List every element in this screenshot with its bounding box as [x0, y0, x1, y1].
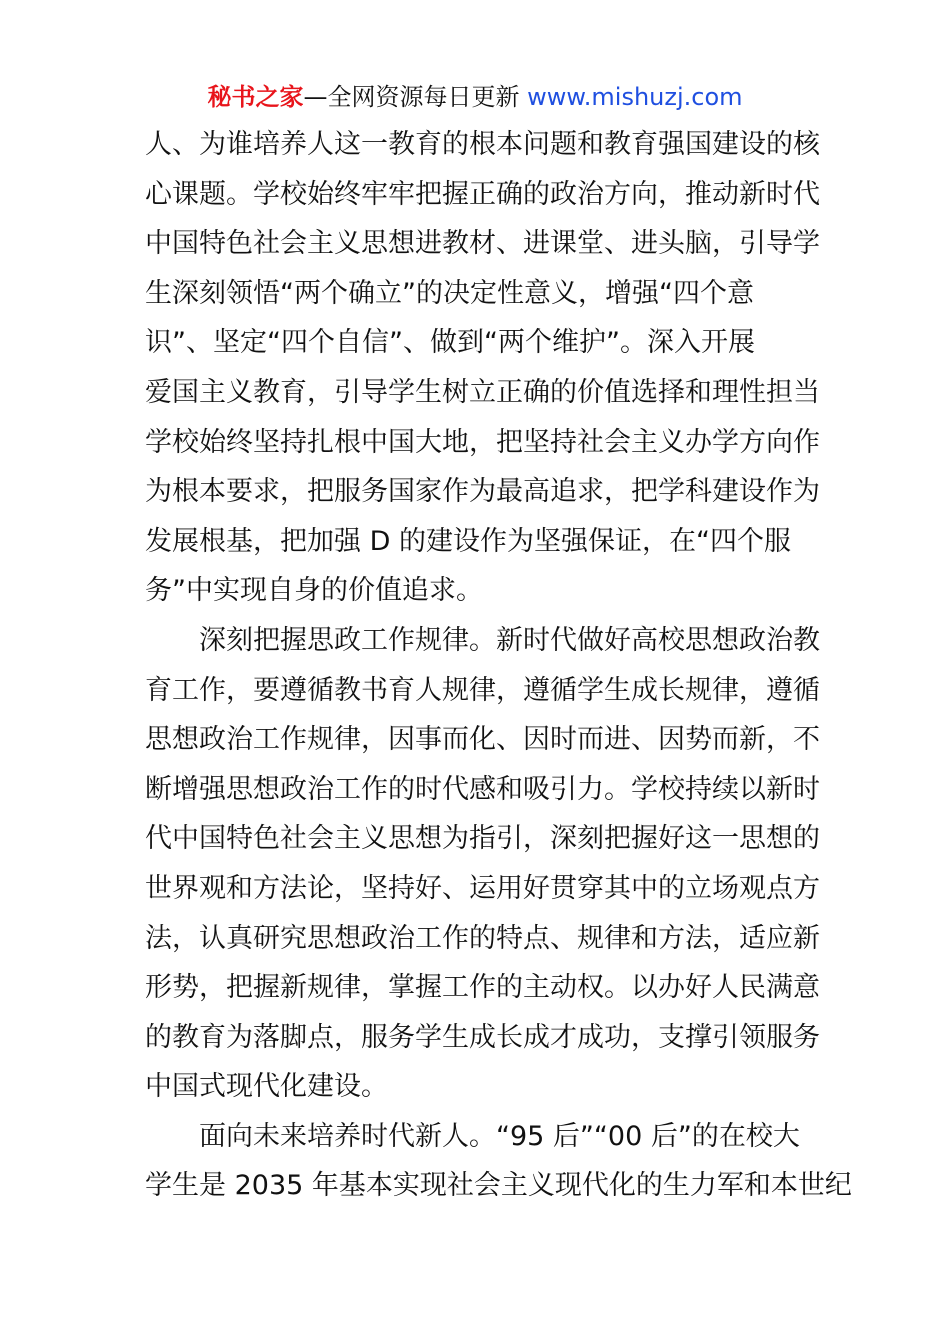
- document-body: [145, 120, 852, 1211]
- text-line: 为根本要求，把服务国家作为最高追求，把学科建设作为: [145, 476, 820, 508]
- text-line: 学生是 2035 年基本实现社会主义现代化的生力军和本世纪: [145, 1170, 852, 1202]
- text-line: 中国特色社会主义思想进教材、进课堂、进头脑，引导学: [145, 228, 820, 260]
- paragraph-heading-line: 深刻把握思政工作规律。新时代做好高校思想政治教: [199, 624, 820, 656]
- text-line: 育工作，要遵循教书育人规律，遵循学生成长规律，遵循: [145, 674, 820, 706]
- text-line: 识”、坚定“四个自信”、做到“两个维护”。深入开展: [145, 327, 755, 359]
- text-line: 思想政治工作规律，因事而化、因时而进、因势而新，不: [145, 724, 820, 756]
- text-line: 中国式现代化建设。: [145, 1071, 388, 1103]
- text-line: 断增强思想政治工作的时代感和吸引力。学校持续以新时: [145, 773, 820, 805]
- text-line: 爱国主义教育，引导学生树立正确的价值选择和理性担当: [145, 376, 820, 408]
- text-line: 学校始终坚持扎根中国大地，把坚持社会主义办学方向作: [145, 426, 820, 458]
- text-line: 形势，把握新规律，掌握工作的主动权。以办好人民满意: [145, 972, 820, 1004]
- text-line: 法，认真研究思想政治工作的特点、规律和方法，适应新: [145, 922, 820, 954]
- text-line: 的教育为落脚点，服务学生成长成才成功，支撑引领服务: [145, 1021, 820, 1053]
- site-url-link[interactable]: www.mishuzj.com: [527, 83, 743, 111]
- text-line: 发展根基，把加强 D 的建设作为坚强保证，在“四个服: [145, 525, 791, 557]
- brand-name: 秘书之家: [207, 83, 304, 111]
- paragraph-heading-line: 面向未来培养时代新人。“95 后”“00 后”的在校大: [199, 1120, 800, 1152]
- text-line: 世界观和方法论，坚持好、运用好贯穿其中的立场观点方: [145, 872, 820, 904]
- text-line: 人、为谁培养人这一教育的根本问题和教育强国建设的核: [145, 129, 820, 160]
- page-header: [0, 80, 950, 114]
- text-line: 生深刻领悟“两个确立”的决定性意义，增强“四个意: [145, 277, 754, 309]
- text-line: 务”中实现自身的价值追求。: [145, 575, 483, 607]
- text-line: 代中国特色社会主义思想为指引，深刻把握好这一思想的: [145, 823, 820, 855]
- header-tagline: —全网资源每日更新: [303, 83, 520, 111]
- text-line: 心课题。学校始终牢牢把握正确的政治方向，推动新时代: [145, 178, 820, 210]
